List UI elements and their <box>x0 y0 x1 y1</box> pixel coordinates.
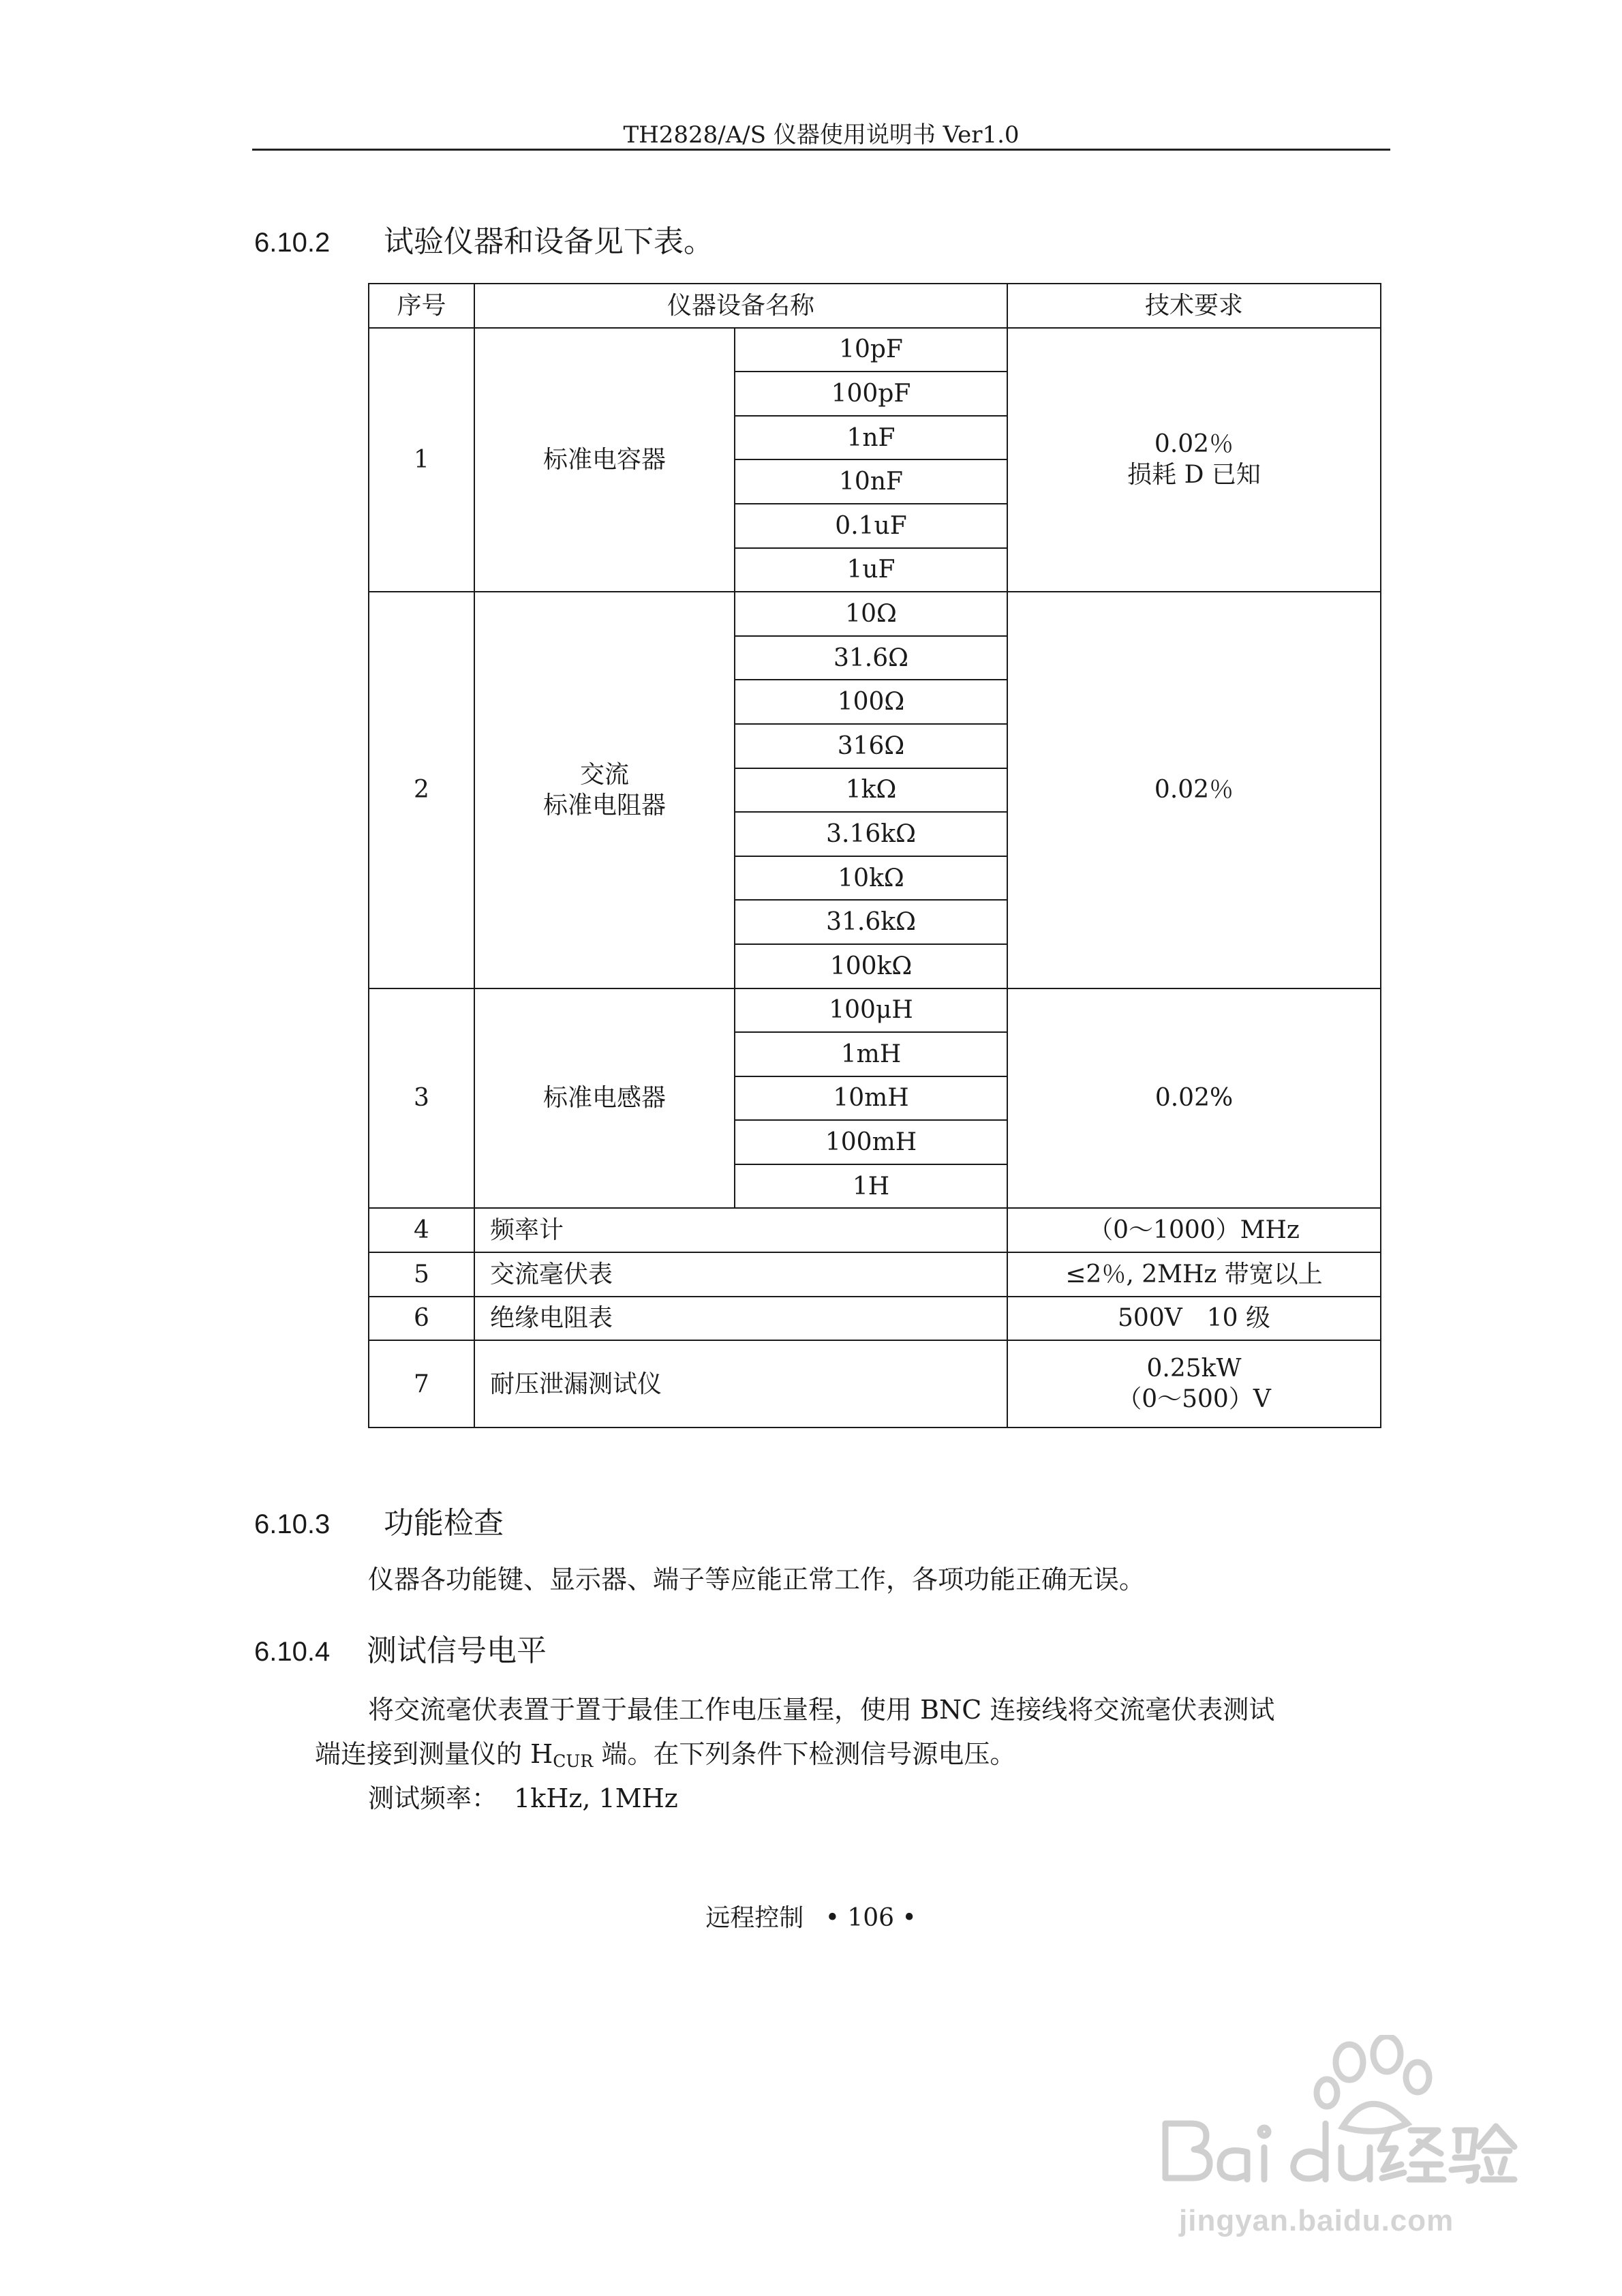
row-name: 频率计 <box>474 1208 1007 1252</box>
value-cell: 1kΩ <box>735 768 1007 813</box>
value-cell: 100pF <box>735 372 1007 416</box>
section-number: 6.10.3 <box>254 1509 331 1539</box>
row-requirement: 0.02％ <box>1007 592 1381 988</box>
section-6-10-4-heading <box>254 1626 547 1670</box>
section-6-10-3-body: 仪器各功能键、显示器、端子等应能正常工作，各项功能正确无误。 <box>368 1565 1146 1595</box>
row-requirement: 500V 10 级 <box>1007 1297 1381 1341</box>
page-footer: 远程控制 • 106 • <box>705 1904 917 1932</box>
row-index: 3 <box>369 988 474 1209</box>
value-cell: 1uF <box>735 548 1007 592</box>
value-cell: 10kΩ <box>735 856 1007 901</box>
row-requirement: ≤2％, 2MHz 带宽以上 <box>1007 1252 1381 1297</box>
table-row <box>369 988 1381 1033</box>
requirement-line: 0.25kW <box>1146 1355 1242 1383</box>
row-index: 4 <box>369 1208 474 1252</box>
section-6-10-2-heading <box>254 217 714 260</box>
requirement-line: 0.02％ <box>1154 430 1234 459</box>
header-index: 序号 <box>369 284 474 328</box>
table-row <box>369 1297 1381 1341</box>
equipment-table <box>368 283 1381 1428</box>
running-header: TH2828/A/S 仪器使用说明书 Ver1.0 <box>623 121 1020 149</box>
line-text: 端。在下列条件下检测信号源电压。 <box>593 1739 1016 1769</box>
section-number: 6.10.2 <box>254 228 331 258</box>
baidu-watermark <box>1152 2035 1533 2239</box>
row-requirement <box>1007 1340 1381 1428</box>
requirement-line: 损耗 D 已知 <box>1127 461 1261 489</box>
value-cell: 10nF <box>735 459 1007 504</box>
name-line: 交流 <box>579 760 629 789</box>
table-row <box>369 1208 1381 1252</box>
section-6-10-4-line-3 <box>368 1774 678 1822</box>
table-header-row <box>369 284 1381 328</box>
row-index: 5 <box>369 1252 474 1297</box>
row-name: 标准电感器 <box>474 988 735 1209</box>
row-index: 7 <box>369 1340 474 1428</box>
section-6-10-3-heading <box>254 1498 504 1542</box>
row-index: 2 <box>369 592 474 988</box>
value-cell: 0.1uF <box>735 504 1007 548</box>
row-requirement: （0～1000）MHz <box>1007 1208 1381 1252</box>
section-title: 试验仪器和设备见下表。 <box>384 224 714 259</box>
table-row <box>369 328 1381 372</box>
row-name: 耐压泄漏测试仪 <box>474 1340 1007 1428</box>
row-name: 交流毫伏表 <box>474 1252 1007 1297</box>
value-cell: 1nF <box>735 416 1007 460</box>
value-cell: 3.16kΩ <box>735 812 1007 856</box>
value-cell: 31.6Ω <box>735 636 1007 680</box>
value-cell: 100μH <box>735 988 1007 1033</box>
name-line: 标准电阻器 <box>542 791 666 819</box>
label: 测试频率： <box>368 1783 498 1813</box>
value-cell: 10pF <box>735 328 1007 372</box>
value-cell: 100mH <box>735 1120 1007 1164</box>
row-name <box>474 592 735 988</box>
value-cell: 31.6kΩ <box>735 900 1007 944</box>
section-title: 功能检查 <box>384 1506 504 1541</box>
row-name: 标准电容器 <box>474 328 735 592</box>
header-name: 仪器设备名称 <box>474 284 1007 328</box>
row-requirement <box>1007 328 1381 592</box>
value-cell: 1mH <box>735 1032 1007 1076</box>
row-requirement: 0.02% <box>1007 988 1381 1209</box>
section-6-10-4-line-1: 将交流毫伏表置于置于最佳工作电压量程，使用 BNC 连接线将交流毫伏表测试 <box>368 1695 1275 1725</box>
line-text: 端连接到测量仪的 H <box>315 1739 553 1769</box>
value-cell: 1H <box>735 1164 1007 1209</box>
value-cell: 10Ω <box>735 592 1007 636</box>
table-row <box>369 1340 1381 1428</box>
requirement-line: （0～500）V <box>1117 1385 1271 1414</box>
row-index: 1 <box>369 328 474 592</box>
row-name: 绝缘电阻表 <box>474 1297 1007 1341</box>
header-requirement: 技术要求 <box>1007 284 1381 328</box>
row-index: 6 <box>369 1297 474 1341</box>
table-row <box>369 1252 1381 1297</box>
footer-text: 远程控制 <box>705 1904 804 1932</box>
value-cell: 100Ω <box>735 680 1007 724</box>
table-row <box>369 592 1381 636</box>
value-cell: 316Ω <box>735 724 1007 768</box>
subscript: CUR <box>553 1751 594 1771</box>
value-cell: 100kΩ <box>735 944 1007 988</box>
watermark-url: jingyan.baidu.com <box>1179 2204 1454 2237</box>
page-number: 106 <box>847 1904 895 1932</box>
section-number: 6.10.4 <box>254 1637 331 1667</box>
value: 1kHz, 1MHz <box>514 1783 678 1813</box>
value-cell: 10mH <box>735 1076 1007 1121</box>
header-rule <box>252 149 1390 151</box>
section-title: 测试信号电平 <box>367 1633 547 1668</box>
